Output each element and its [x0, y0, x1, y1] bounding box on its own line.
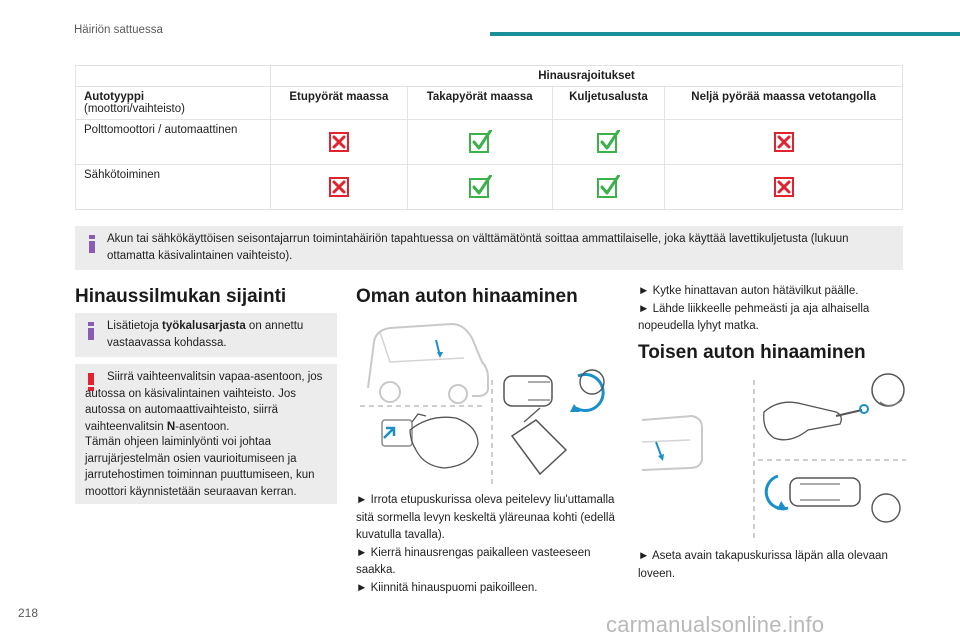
gear-warning-text: Siirrä vaihteenvalitsin vapaa-asentoon, jos autossa on käsivalintainen vaihteisto. Jos autossa on automaattivaihteisto, siirrä vaihteenvalitsin N-asentoon.: [85, 371, 323, 433]
cross-icon: [327, 130, 351, 154]
battery-note-box: [75, 226, 903, 270]
table-cell: [407, 165, 552, 210]
info-icon: [89, 235, 95, 253]
table-cell: [271, 120, 408, 165]
own-step-3: ► Kiinnitä hinauspuomi paikoilleen.: [356, 581, 538, 594]
own-step-1: ► Irrota etupuskurissa oleva peitelevy liu'uttamalla sitä sormella levyn keskeltä yläreunaa kohti (edellä kuvatulla tavalla).: [356, 494, 615, 541]
column-header-four-wheels: Neljä pyörää maassa vetotangolla: [665, 87, 903, 120]
table-cell: [552, 120, 665, 165]
type-subheader-label: (moottori/vaihteisto): [84, 103, 185, 115]
section-title: Häiriön sattuessa: [74, 24, 163, 36]
toolkit-info-box: [75, 313, 337, 357]
table-cell: [271, 165, 408, 210]
other-step-1: ► Aseta avain takapuskurissa läpän alla olevaan loveen.: [638, 550, 888, 580]
table-type-header: [76, 87, 271, 120]
column-header-front-wheels: Etupyörät maassa: [271, 87, 408, 120]
table-group-header-row: [76, 66, 903, 87]
gear-warning-consequence-text: Tämän ohjeen laiminlyönti voi johtaa jarrujärjestelmän osien vaurioitumiseen ja jarrutehostimen toiminnan puuttumiseen, kun moottori käynnistetään seuraavan kerran.: [85, 436, 315, 498]
gear-warning-box: [75, 364, 337, 504]
header-accent-bar: [490, 32, 960, 36]
towing-restrictions-table: [75, 65, 903, 210]
table-cell: [407, 120, 552, 165]
table-group-header: Hinausrajoitukset: [271, 66, 903, 87]
own-vehicle-steps: [356, 492, 618, 597]
heading-towing-own-vehicle: Oman auton hinaaminen: [356, 286, 578, 307]
table-cell: [552, 165, 665, 210]
heading-tow-eye-location: Hinaussilmukan sijainti: [75, 286, 287, 307]
row-label-electric: Sähkötoiminen: [76, 165, 271, 210]
check-icon: [596, 130, 620, 154]
table-cell: [665, 120, 903, 165]
check-icon: [596, 175, 620, 199]
cross-icon: [327, 175, 351, 199]
check-icon: [468, 130, 492, 154]
info-icon: [88, 322, 94, 340]
row-label-combustion: Polttomoottori / automaattinen: [76, 120, 271, 165]
other-vehicle-steps: [638, 548, 904, 583]
check-icon: [468, 175, 492, 199]
cross-icon: [772, 130, 796, 154]
continued-step-2: ► Lähde liikkeelle pehmeästi ja aja alhaisella nopeudella lyhyt matka.: [638, 302, 870, 332]
continued-step-1: ► Kytke hinattavan auton hätävilkut päälle.: [638, 285, 859, 297]
own-step-2: ► Kierrä hinausrengas paikalleen vasteeseen saakka.: [356, 546, 591, 576]
heading-towing-other-vehicle: Toisen auton hinaaminen: [638, 342, 866, 363]
table-corner-cell: [76, 66, 271, 87]
table-row: [76, 120, 903, 165]
watermark: carmanualsonline.info: [606, 612, 825, 637]
toolkit-info-text: Lisätietoja työkalusarjasta on annettu vastaavassa kohdassa.: [107, 320, 304, 349]
own-vehicle-steps-continued: [638, 283, 904, 336]
column-header-rear-wheels: Takapyörät maassa: [407, 87, 552, 120]
type-header-label: Autotyyppi: [84, 91, 145, 103]
front-tow-eye-illustration: [360, 318, 622, 488]
rear-tow-eye-illustration: [640, 372, 910, 542]
battery-note-text: Akun tai sähkökäyttöisen seisontajarrun toimintahäiriön tapahtuessa on välttämätöntä soittaa ammattilaiselle, joka käyttää lavettikuljetusta (lukuun ottamatta käsivalintainen vaihteisto).: [107, 233, 849, 262]
column-header-flatbed: Kuljetusalusta: [552, 87, 665, 120]
table-row: [76, 165, 903, 210]
page-number: 218: [18, 606, 39, 620]
table-cell: [665, 165, 903, 210]
cross-icon: [772, 175, 796, 199]
table-header-row: [76, 87, 903, 120]
